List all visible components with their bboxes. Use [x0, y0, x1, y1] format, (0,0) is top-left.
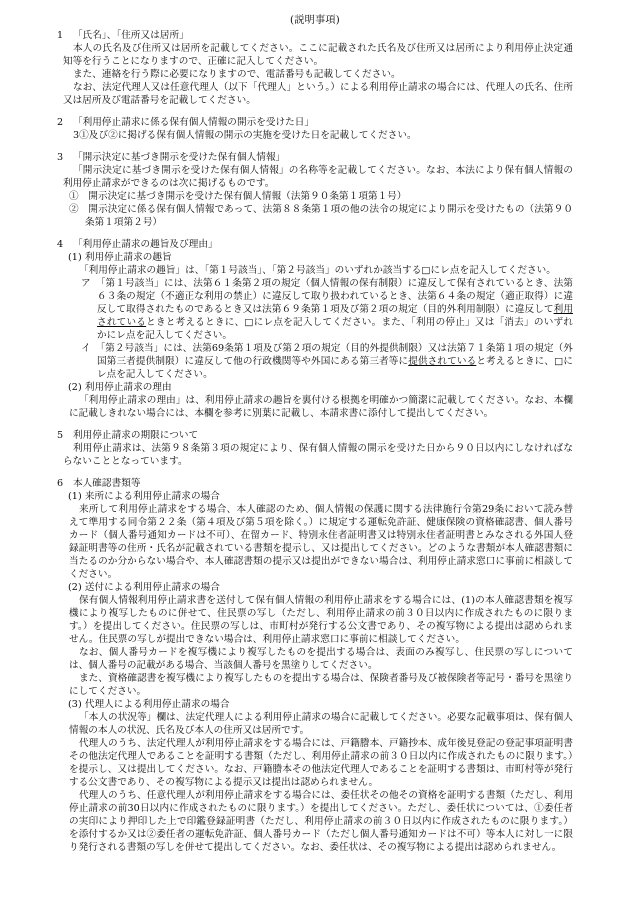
- section-4-sub-2-marker: (2): [68, 382, 82, 393]
- section-5-paragraph-1: 利用停止請求は、法第９８条第３項の規定により、保有個人情報の開示を受けた日から９０日以内にしなければならないこととなっています。: [63, 443, 573, 467]
- section-4-sub-1-lead: 「利用停止請求の趣旨」は、「第１号該当」、「第２号該当」のいずれか該当する□にレ点を記入してください。: [79, 265, 556, 276]
- section-2-number: 2: [57, 117, 64, 128]
- page-title: (説明事項): [290, 15, 340, 26]
- section-5-number: 5: [57, 430, 64, 441]
- section-4-kana-item-i-marker: イ: [81, 343, 91, 354]
- section-4-sub-2-lead: 「利用停止請求の理由」は、利用停止請求の趣旨を裏付ける根拠を明確かつ簡潔に記載してください。なお、本欄に記載しきれない場合には、本欄を参考に別葉に記載し、本請求書に添付して提出してください。: [69, 395, 573, 419]
- spacer: [57, 142, 573, 151]
- section-3-item-1-text: 開示決定に基づき開示を受けた保有個人情報（法第９０条第１項第１号）: [88, 191, 407, 202]
- section-4-number: 4: [57, 239, 64, 250]
- section-4-kana-item-a-text-before: 「第１号該当」には、法第６１条第２項の規定（個人情報の保有制限）に違反して保有されているとき、法第６３条の規定（不適正な利用の禁止）に違反して取り扱われているとき、法第６４条の規定（適正取得）に違反して取得されたものであるとき又は法第６９条第１項及び第２項の規定（目的外利用制限）に違反して: [97, 278, 574, 315]
- section-6-sub-3-paragraph-1: 「本人の状況等」欄は、法定代理人による利用停止請求の場合に記載してください。必要な記載事項は、保有個人情報の本人の状況、氏名及び本人の住所又は居所です。: [69, 712, 573, 736]
- section-3: [57, 151, 573, 229]
- section-1-paragraph-3: なお、法定代理人又は任意代理人（以下「代理人」という。）による利用停止請求の場合には、代理人の氏名、住所又は居所及び電話番号を記載してください。: [63, 82, 573, 106]
- spacer: [57, 107, 573, 116]
- section-6-heading-text: 本人確認書類等: [73, 478, 141, 489]
- section-6-sub-1-marker: (1): [68, 491, 82, 502]
- section-1-heading-text: 「氏名」、「住所又は居所」: [73, 30, 189, 41]
- spacer: [57, 420, 573, 429]
- section-2-paragraph-1: 3①及び②に掲げる保有個人情報の開示の実施を受けた日を記載してください。: [73, 130, 417, 141]
- section-3-item-1: [57, 190, 573, 203]
- section-4-kana-item-i: [57, 342, 573, 381]
- section-3-item-2: [57, 203, 573, 229]
- section-6-sub-3-title: 代理人による利用停止請求の場合: [84, 699, 230, 710]
- spacer: [57, 468, 573, 477]
- section-4-kana-item-i-text-after: と考えるときに、□にレ点を記入してください。: [97, 356, 573, 380]
- section-4: [57, 238, 573, 420]
- section-3-heading: [57, 151, 573, 164]
- section-6-sub-1-heading: [57, 490, 573, 503]
- section-4-kana-item-i-underlined: 提供されている: [408, 356, 477, 367]
- section-6-sub-3-paragraph-2: 代理人のうち、法定代理人が利用停止請求をする場合には、戸籍謄本、戸籍抄本、成年後見登記の登記事項証明書その他法定代理人であることを証明する書類（ただし、利用停止請求の前３０日以内に作成されたものに限ります。）を提示し、又は提出してください。なお、戸籍謄本その他法定代理人であることを証明する書類は、市町村等が発行する公文書であり、その複写物による提示又は提出は認められません。: [69, 738, 573, 788]
- section-6-sub-2-paragraph-3: また、資格確認書を複写機により複写したものを提出する場合は、保険者番号及び被保険者等記号・番号を黒塗りにしてください。: [69, 673, 573, 697]
- spacer: [57, 229, 573, 238]
- section-3-heading-text: 「開示決定に基づき開示を受けた保有個人情報」: [73, 152, 286, 163]
- section-4-kana-item-a-text-after: ときと考えるときに、□にレ点を記入してください。また、「利用の停止」又は「消去」のいずれかにレ点を記入してください。: [97, 317, 574, 341]
- section-1: [57, 29, 573, 107]
- section-6-sub-3-marker: (3): [68, 699, 82, 710]
- section-1-heading: [57, 29, 573, 42]
- section-2-heading: [57, 116, 573, 129]
- section-6: [57, 477, 573, 854]
- section-4-sub-2-title: 利用停止請求の理由: [84, 382, 172, 393]
- section-4-sub-1-heading: [57, 251, 573, 264]
- section-4-sub-1-title: 利用停止請求の趣旨: [84, 252, 172, 263]
- section-6-sub-2-title: 送付による利用停止請求の場合: [84, 582, 220, 593]
- section-3-item-1-marker: ①: [69, 191, 79, 202]
- section-3-item-2-marker: ②: [69, 204, 79, 215]
- section-6-number: 6: [57, 478, 64, 489]
- section-3-item-2-text: 開示決定に係る保有個人情報であって、法第８８条第１項の他の法令の規定により開示を受けたもの（法第９０条第１項第２号）: [85, 204, 573, 228]
- section-5-heading-text: 利用停止請求の期限について: [73, 430, 199, 441]
- section-6-sub-2-marker: (2): [68, 582, 82, 593]
- section-2-heading-text: 「利用停止請求に係る保有個人情報の開示を受けた日」: [73, 117, 315, 128]
- section-6-sub-2-paragraph-1: 保有個人情報利用停止請求書を送付して保有個人情報の利用停止請求をする場合には、(1)の本人確認書類を複写機により複写したものに併せて、住民票の写し（ただし、利用停止請求の前３０日以内に作成されたものに限ります。）を提出してください。住民票の写しは、市町村が発行する公文書であり、その複写物による提出は認められません。住民票の写しが提出できない場合は、利用停止請求窓口に事前に相談してください。: [69, 595, 573, 645]
- section-5: [57, 429, 573, 468]
- section-6-sub-2-heading: [57, 581, 573, 594]
- section-3-paragraph-1: 「開示決定に基づき開示を受けた保有個人情報」の名称等を記載してください。なお、本法により保有個人情報の利用停止請求ができるのは次に掲げるものです。: [63, 165, 573, 189]
- section-4-heading-text: 「利用停止請求の趣旨及び理由」: [73, 239, 218, 250]
- section-4-sub-2-heading: [57, 381, 573, 394]
- section-6-sub-2-paragraph-2: なお、個人番号カードを複写機により複写したものを提出する場合は、表面のみ複写し、住民票の写しについては、個人番号の記載がある場合、当該個人番号を黒塗りしてください。: [69, 647, 573, 671]
- section-6-sub-3-paragraph-3: 代理人のうち、任意代理人が利用停止請求をする場合には、委任状その他その資格を証明する書類（ただし、利用停止請求の前30日以内に作成されたものに限ります。）を提出してください。ただし、委任状については、①委任者の実印により押印した上で印鑑登録証明書（ただし、利用停止請求の前３０日以内に作成されたものに限ります。）を添付するか又は②委任者の運転免許証、個人番号カード（ただし個人番号通知カードは不可）等本人に対し一に限り発行される書類の写しを併せて提出してください。なお、委任状は、その複写物による提出は認められません。: [69, 790, 573, 853]
- section-5-heading: [57, 429, 573, 442]
- section-6-sub-1-paragraph-1: 来所して利用停止請求をする場合、本人確認のため、個人情報の保護に関する法律施行令第29条において読み替えて準用する同令第２２条（第４項及び第５項を除く。）に規定する運転免許証、健康保険の資格確認書、個人番号カード（個人番号通知カードは不可）、在留カード、特別永住者証明書又は特別永住者証明書とみなされる外国人登録証明書等の住所・氏名が記載されている書類を提示し、又は提出してください。どのような書類が本人確認書類に当たるのか分からない場合や、本人確認書類の提示又は提出ができない場合は、利用停止請求窓口に事前に相談してください。: [69, 504, 573, 580]
- section-1-paragraph-2: また、連絡を行う際に必要になりますので、電話番号も記載してください。: [73, 69, 401, 80]
- section-6-heading: [57, 477, 573, 490]
- section-3-number: 3: [57, 152, 64, 163]
- section-2: [57, 116, 573, 142]
- section-4-kana-item-i-text-before: 「第２号該当」には、法第69条第１項及び第２項の規定（目的外提供制限）又は法第７１条第１項の規定（外国第三者提供制限）に違反して他の行政機関等や外国にある第三者等に: [97, 343, 574, 367]
- section-4-kana-item-a-marker: ア: [81, 278, 91, 289]
- section-6-sub-3-heading: [57, 698, 573, 711]
- section-1-number: 1: [57, 30, 64, 41]
- section-4-kana-item-a: [57, 277, 573, 342]
- section-1-paragraph-1: 本人の氏名及び住所又は居所を記載してください。ここに記載された氏名及び住所又は居所により利用停止決定通知等を行うことになりますので、正確に記入してください。: [63, 43, 573, 67]
- section-4-kana-item-a-underlined: 利用されている: [97, 304, 573, 328]
- section-4-heading: [57, 238, 573, 251]
- section-6-sub-1-title: 来所による利用停止請求の場合: [84, 491, 220, 502]
- section-4-sub-1-marker: (1): [68, 252, 82, 263]
